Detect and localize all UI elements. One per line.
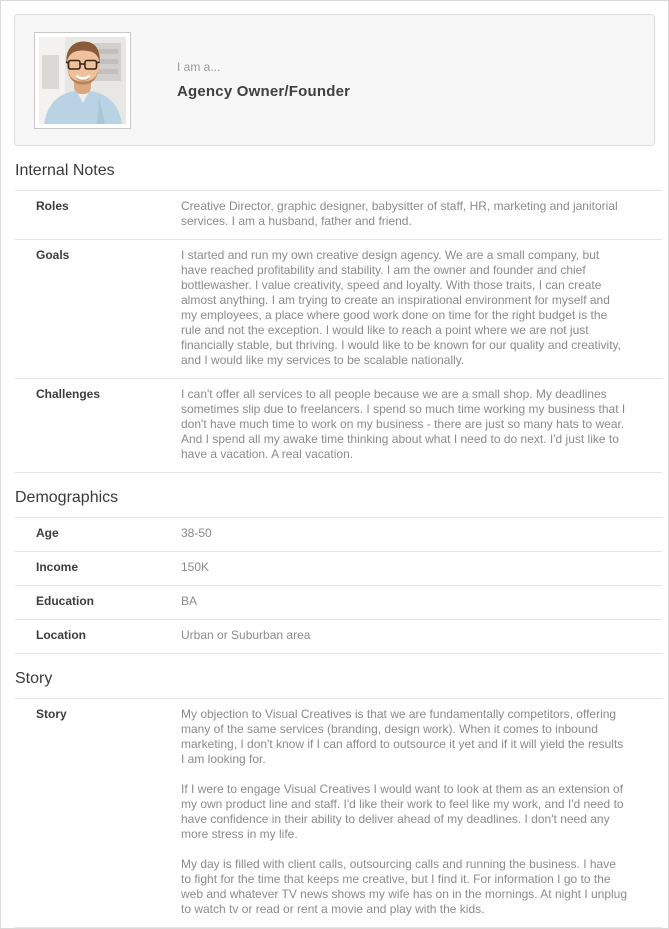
persona-photo xyxy=(39,37,126,124)
persona-intro-label: I am a... xyxy=(177,60,221,74)
table-row-challenges xyxy=(15,378,662,472)
section-demographics xyxy=(1,489,668,654)
row-value: Creative Director, graphic designer, babysitter of staff, HR, marketing and janitorial services. I am a husband, father and friend. xyxy=(181,199,618,228)
row-value: Urban or Suburban area xyxy=(181,628,311,642)
section-title: Demographics xyxy=(15,489,119,506)
story-paragraph: My objection to Visual Creatives is that we are fundamentally competitors, offering many of the same services (branding, design work). When it comes to inbound marketing, I don't know if I can afford to outsource it yet and if it will yield the results I am looking for. xyxy=(181,707,624,766)
persona-intro xyxy=(177,60,350,100)
table-row-location xyxy=(15,619,662,653)
table-row-roles xyxy=(15,190,662,239)
table-row-story xyxy=(15,698,662,927)
row-label: Location xyxy=(36,628,86,642)
table-row-age xyxy=(15,517,662,551)
section-internal-notes xyxy=(1,162,668,473)
row-label: Education xyxy=(36,594,95,608)
row-value xyxy=(181,707,628,917)
story-paragraph: My day is filled with client calls, outsourcing calls and running the business. I have to fight for the time that keeps me creative, but I find it. For information I go to the web and whatever TV news shows my wife has on in the mornings. At night I unplug to watch tv or read or rent a movie and play with the kids. xyxy=(181,857,628,916)
story-paragraph: If I were to engage Visual Creatives I would want to look at them as an extension of my own product line and staff. I'd like their work to feel like my work, and I'd need to have confidence in their ability to deliver ahead of my deadlines. I don't need any more stress in my life. xyxy=(181,782,624,841)
persona-photo-frame xyxy=(34,32,131,129)
demographics-rows xyxy=(15,517,662,654)
row-value: I started and run my own creative design agency. We are a small company, but have reached profitability and stability. I am the owner and founder and chief bottlewasher. I value creativity, speed and loyalty. With those traits, I can create almost anything. I am trying to create an inspirational environment for myself and my employees, a place where good work done on time for the right budget is the rule and not the exception. I would like to reach a point where we are not just financially stable, but thriving. I would like to be known for our quality and creativity, and I would like my services to be scalable nationally. xyxy=(181,248,622,367)
row-value: BA xyxy=(181,594,198,608)
row-label: Age xyxy=(36,526,59,540)
story-rows xyxy=(15,698,662,928)
row-value: I can't offer all services to all people because we are a small shop. My deadlines sometimes slip due to freelancers. I spend so much time working my business that I don't have much time to work on my business - there are just so many hats to wear. And I spend all my awake time thinking about what I need to do next. I'd just like to have a vacation. A real vacation. xyxy=(181,387,626,461)
row-label: Roles xyxy=(36,199,69,213)
row-value: 38-50 xyxy=(181,526,212,540)
row-value: 150K xyxy=(181,560,210,574)
persona-name: Agency Owner/Founder xyxy=(177,83,351,100)
persona-header-card xyxy=(14,14,655,146)
internal-notes-rows xyxy=(15,190,662,473)
row-label: Income xyxy=(36,560,79,574)
section-title: Story xyxy=(15,670,53,687)
section-story xyxy=(1,670,668,928)
table-row-goals xyxy=(15,239,662,378)
table-row-income xyxy=(15,551,662,585)
section-title: Internal Notes xyxy=(15,162,115,179)
table-row-education xyxy=(15,585,662,619)
row-label: Story xyxy=(36,707,67,721)
row-label: Goals xyxy=(36,248,70,262)
row-label: Challenges xyxy=(36,387,101,401)
